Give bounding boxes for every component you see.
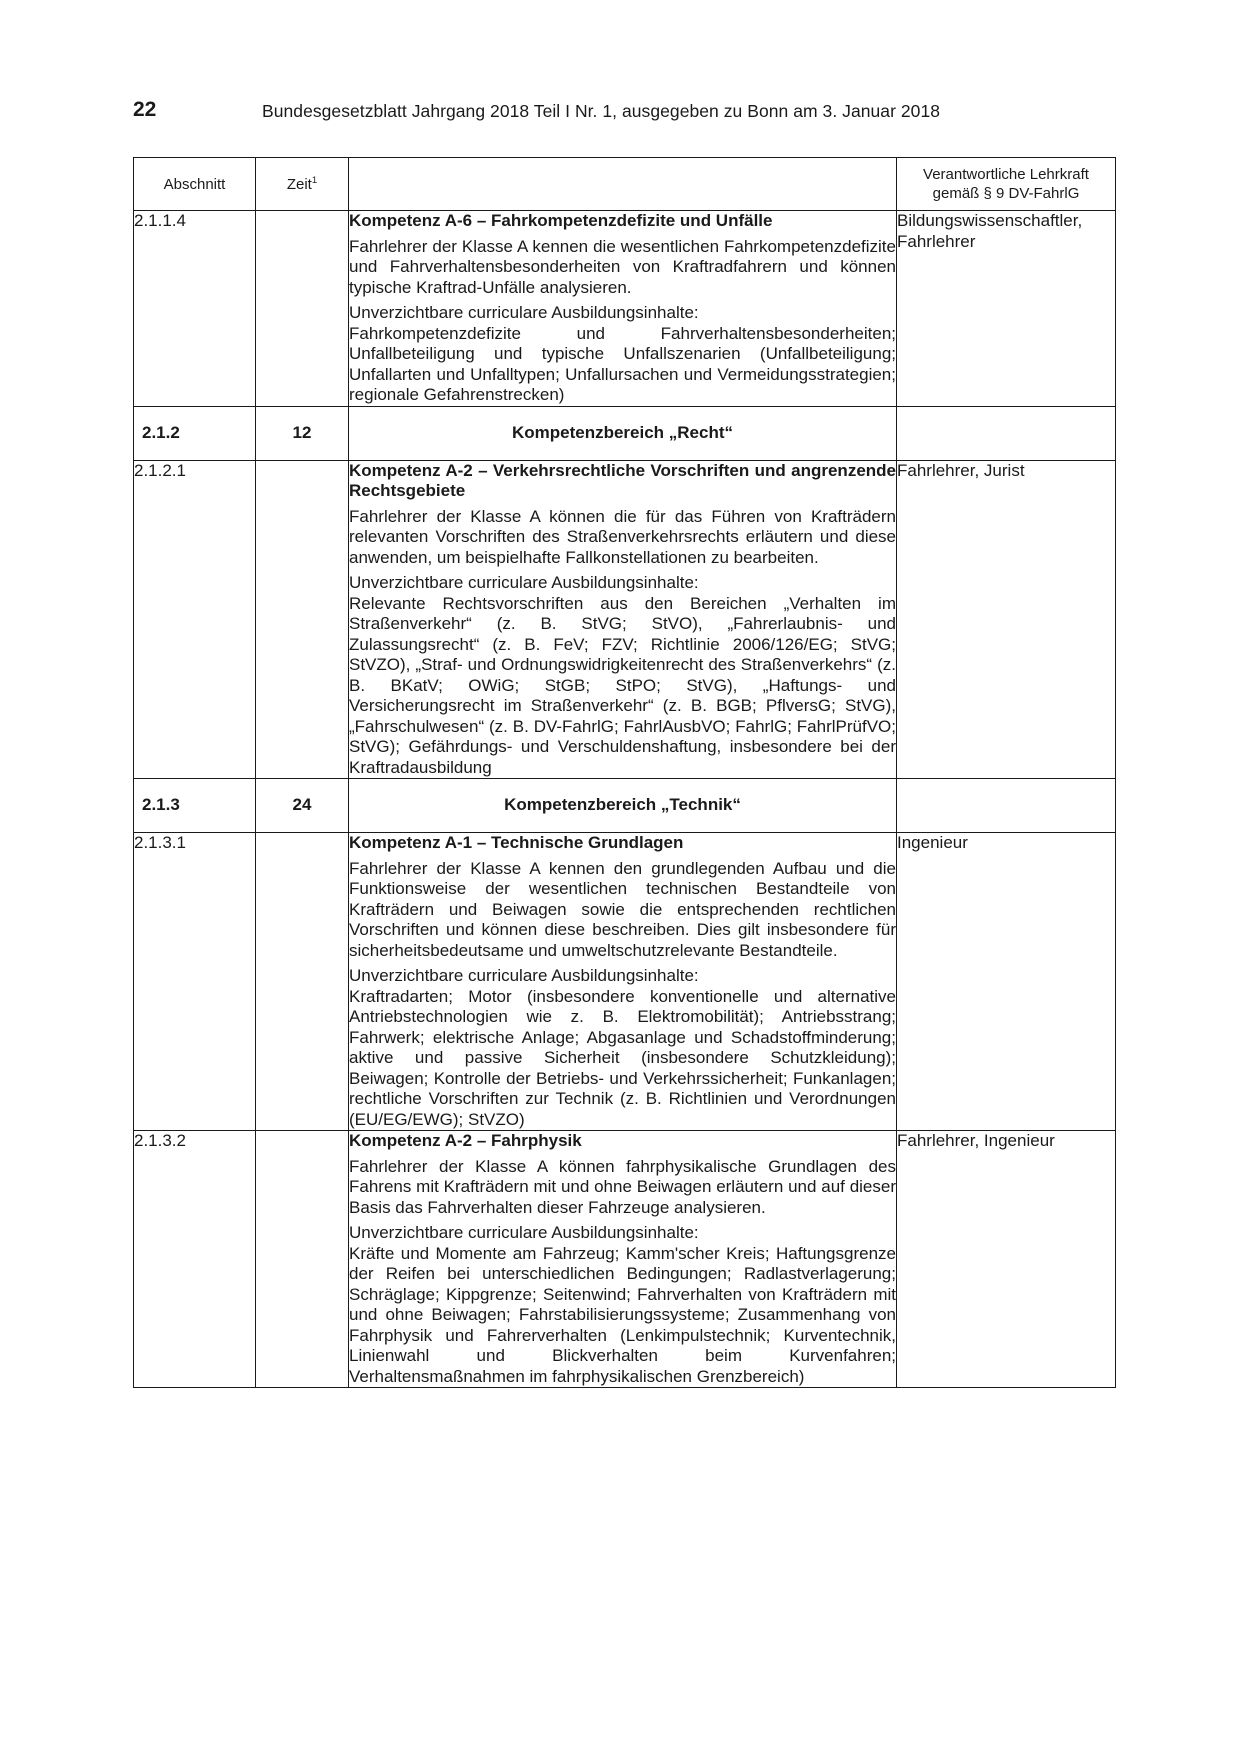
table-row	[134, 211, 1116, 407]
section-number: 2.1.2	[134, 406, 256, 460]
time-value	[256, 460, 349, 779]
curriculum-label: Unverzichtbare curriculare Ausbildungsinhalte:	[349, 303, 699, 322]
section-number: 2.1.3	[134, 779, 256, 833]
header-teacher-line2: gemäß § 9 DV-FahrlG	[932, 185, 1080, 202]
responsible-teacher	[897, 406, 1116, 460]
header-time-label: Zeit	[286, 175, 312, 193]
curriculum-text: Kräfte und Momente am Fahrzeug; Kamm'scher Kreis; Haftungsgrenze der Reifen bei unterschiedlichen Bedingungen; Radlastverlagerung; Schräglage; Kippgrenze; Seitenwind; Fahrverhalten von Krafträdern mit und ohne Beiwagen; Fahrstabilisierungssysteme; Zusammenhang von Fahrphysik und Fahrerverhalten (Lenkimpulstechnik; Kurventechnik, Linienwahl und Blickverhalten beim Kurvenfahren; Verhaltensmaßnahmen im fahrphysikalischen Grenzbereich)	[349, 1243, 896, 1386]
running-title: Bundesgesetzblatt Jahrgang 2018 Teil I Nr. 1, ausgegeben zu Bonn am 3. Januar 2018	[262, 101, 941, 121]
responsible-teacher: Fahrlehrer, Ingenieur	[897, 1131, 1116, 1388]
curriculum-label: Unverzichtbare curriculare Ausbildungsinhalte:	[349, 1223, 699, 1242]
responsible-teacher: Bildungswissenschaftler, Fahrlehrer	[897, 211, 1116, 407]
competency-title: Kompetenz A-6 – Fahrkompetenzdefizite und Unfälle	[349, 211, 773, 230]
section-number: 2.1.3.1	[134, 833, 256, 1131]
time-value	[256, 211, 349, 407]
section-number: 2.1.1.4	[134, 211, 256, 407]
header-content	[349, 158, 897, 211]
responsible-teacher: Fahrlehrer, Jurist	[897, 460, 1116, 779]
header-teacher	[897, 158, 1116, 211]
competency-table	[133, 157, 1116, 1388]
time-value	[256, 833, 349, 1131]
responsible-teacher	[897, 779, 1116, 833]
table-row	[134, 833, 1116, 1131]
competency-content	[349, 211, 897, 407]
competency-content	[349, 460, 897, 779]
table-row	[134, 1131, 1116, 1388]
competency-description: Fahrlehrer der Klasse A kennen die wesentlichen Fahrkompetenzdefizite und Fahrverhaltensbesonderheiten von Kraftradfahrern und können typische Kraftrad-Unfälle analysieren.	[349, 236, 896, 297]
curriculum-label: Unverzichtbare curriculare Ausbildungsinhalte:	[349, 966, 699, 985]
footnote-marker: 1	[311, 174, 318, 186]
time-value	[256, 1131, 349, 1388]
time-value: 24	[256, 779, 349, 833]
competency-area-title: Kompetenzbereich „Recht“	[349, 406, 897, 460]
responsible-teacher: Ingenieur	[897, 833, 1116, 1131]
competency-area-row	[134, 406, 1116, 460]
competency-content	[349, 1131, 897, 1388]
page-number: 22	[133, 98, 157, 121]
curriculum-text: Kraftradarten; Motor (insbesondere konventionelle und alternative Antriebstechnologien wie z. B. Elektromobilität); Antriebsstrang; Fahrwerk; elektrische Anlage; Abgasanlage und Schadstoffminderung; aktive und passive Sicherheit (insbesondere Schutzkleidung); Beiwagen; Kontrolle der Betriebs- und Verkehrssicherheit; Funkanlagen; rechtliche Vorschriften zur Technik (z. B. Richtlinien und Verordnungen (EU/EG/EWG); StVZO)	[349, 986, 896, 1129]
time-value: 12	[256, 406, 349, 460]
curriculum-text: Fahrkompetenzdefizite und Fahrverhaltensbesonderheiten; Unfallbeteiligung und typische Unfallszenarien (Unfallbeteiligung; Unfallarten und Unfalltypen; Unfallursachen und Vermeidungsstrategien; regionale Gefahrenstrecken)	[349, 323, 896, 404]
competency-area-title: Kompetenzbereich „Technik“	[349, 779, 897, 833]
competency-title: Kompetenz A-2 – Fahrphysik	[349, 1131, 582, 1150]
competency-title: Kompetenz A-1 – Technische Grundlagen	[349, 833, 684, 852]
header-time	[256, 158, 349, 211]
section-number: 2.1.2.1	[134, 460, 256, 779]
header-teacher-line1: Verantwortliche Lehrkraft	[923, 166, 1089, 183]
curriculum-label: Unverzichtbare curriculare Ausbildungsinhalte:	[349, 573, 699, 592]
competency-content	[349, 833, 897, 1131]
competency-description: Fahrlehrer der Klasse A kennen den grundlegenden Aufbau und die Funktionsweise der wesentlichen technischen Bestandteile von Krafträdern und Beiwagen sowie die entsprechenden rechtlichen Vorschriften und können diese beschreiben. Dies gilt insbesondere für sicherheitsbedeutsame und umweltschutzrelevante Bestandteile.	[349, 858, 896, 960]
competency-title: Kompetenz A-2 – Verkehrsrechtliche Vorschriften und angrenzende Rechtsgebiete	[349, 460, 896, 500]
competency-description: Fahrlehrer der Klasse A können fahrphysikalische Grundlagen des Fahrens mit Krafträdern mit und ohne Beiwagen erläutern und auf dieser Basis das Fahrverhalten dieser Fahrzeuge analysieren.	[349, 1156, 896, 1217]
curriculum-text: Relevante Rechtsvorschriften aus den Bereichen „Verhalten im Straßenverkehr“ (z. B. StVG; StVO), „Fahrerlaubnis- und Zulassungsrecht“ (z. B. FeV; FZV; Richtlinie 2006/126/EG; StVG; StVZO), „Straf- und Ordnungswidrigkeitenrecht des Straßenverkehrs“ (z. B. BKatV; OWiG; StGB; StPO; StVG), „Haftungs- und Versicherungsrecht im Straßenverkehr“ (z. B. BGB; PflversG; StVG), „Fahrschulwesen“ (z. B. DV-FahrlG; FahrlAusbVO; FahrlG; FahrlPrüfVO; StVG); Gefährdungs- und Verschuldenshaftung, insbesondere bei der Kraftradausbildung	[349, 593, 896, 777]
section-number: 2.1.3.2	[134, 1131, 256, 1388]
header-section: Abschnitt	[134, 158, 256, 211]
competency-area-row	[134, 779, 1116, 833]
table-row	[134, 460, 1116, 779]
table-header-row	[134, 158, 1116, 211]
competency-description: Fahrlehrer der Klasse A können die für das Führen von Krafträdern relevanten Vorschriften des Straßenverkehrsrechts erläutern und diese anwenden, um beispielhafte Fallkonstellationen zu bearbeiten.	[349, 506, 896, 567]
